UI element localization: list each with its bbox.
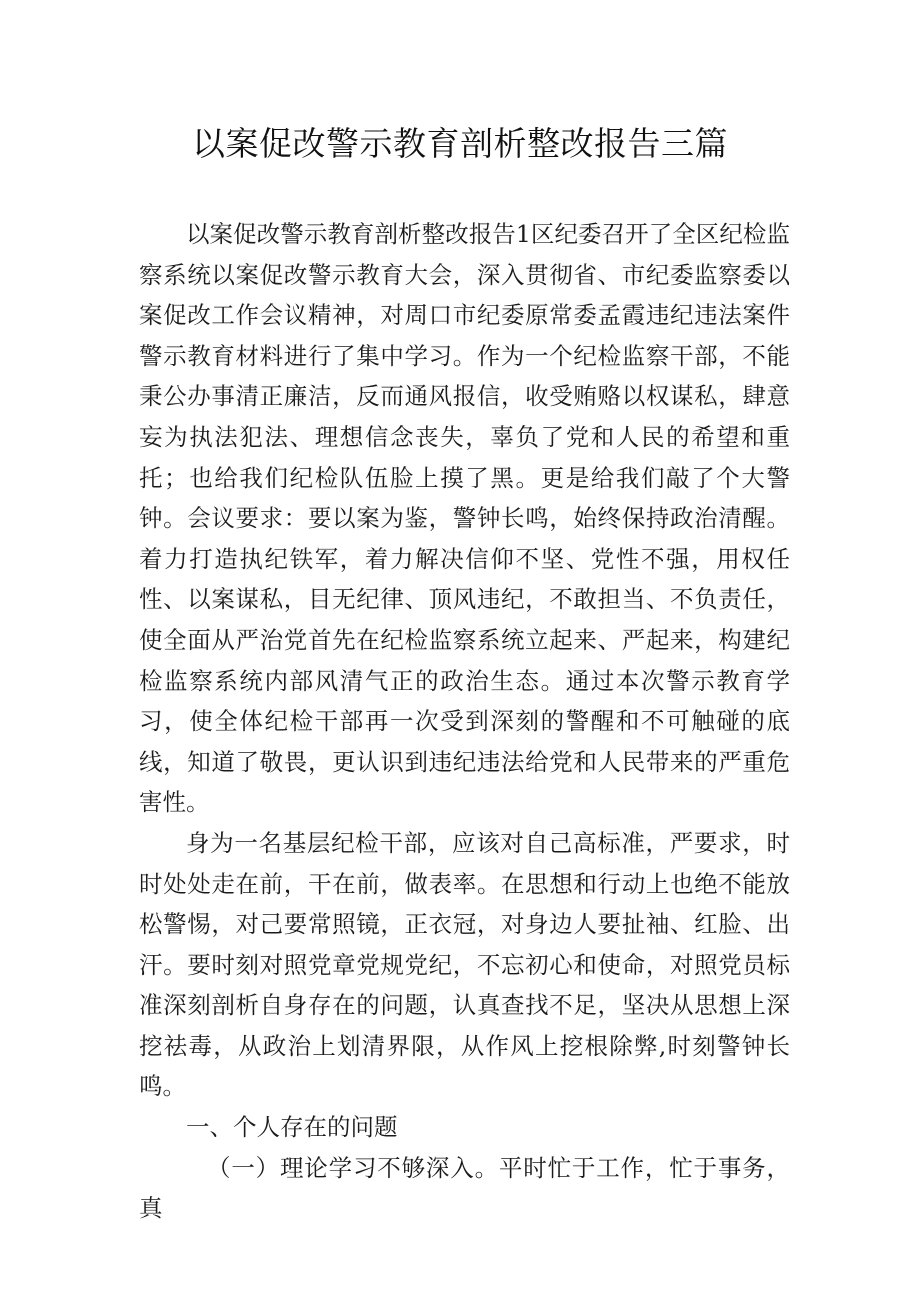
paragraph-1: 以案促改警示教育剖析整改报告1区纪委召开了全区纪检监察系统以案促改警示教育大会，深入贯彻省、市纪委监察委以案促改工作会议精神，对周口市纪委原常委孟霞违纪违法案件警示教育材料进行了集中学习。作为一个纪检监察干部，不能秉公办事清正廉洁，反而通风报信，收受贿赂以权谋私，肆意妄为执法犯法、理想信念丧失，辜负了党和人民的希望和重托；也给我们纪检队伍脸上摸了黑。更是给我们敲了个大警钟。会议要求：要以案为鉴，警钟长鸣，始终保持政治清醒。着力打造执纪铁军，着力解决信仰不坚、党性不强，用权任性、以案谋私，目无纪律、顶风违纪，不敢担当、不负责任，使全面从严治党首先在纪检监察系统立起来、严起来，构建纪检监察系统内部风清气正的政治生态。通过本次警示教育学习，使全体纪检干部再一次受到深刻的警醒和不可触碰的底线，知道了敬畏，更认识到违纪违法给党和人民带来的严重危害性。: [139, 220, 790, 817]
document-title: 以案促改警示教育剖析整改报告三篇: [192, 124, 728, 163]
section-heading-1: 一、个人存在的问题: [186, 1113, 398, 1142]
document-body: [139, 214, 790, 1229]
paragraph-2: 身为一名基层纪检干部，应该对自己高标准，严要求，时时处处走在前，干在前，做表率。在思想和行动上也绝不能放松警惕，对己要常照镜，正衣冠，对身边人要扯袖、红脸、出汗。要时刻对照党章党规党纪，不忘初心和使命，对照党员标准深刻剖析自身存在的问题，认真查找不足，坚决从思想上深挖祛毒，从政治上划清界限，从作风上挖根除弊,时刻警钟长鸣。: [139, 828, 790, 1101]
subsection-heading-1: （一）理论学习不够深入。平时忙于工作，忙于事务，真: [139, 1153, 790, 1223]
